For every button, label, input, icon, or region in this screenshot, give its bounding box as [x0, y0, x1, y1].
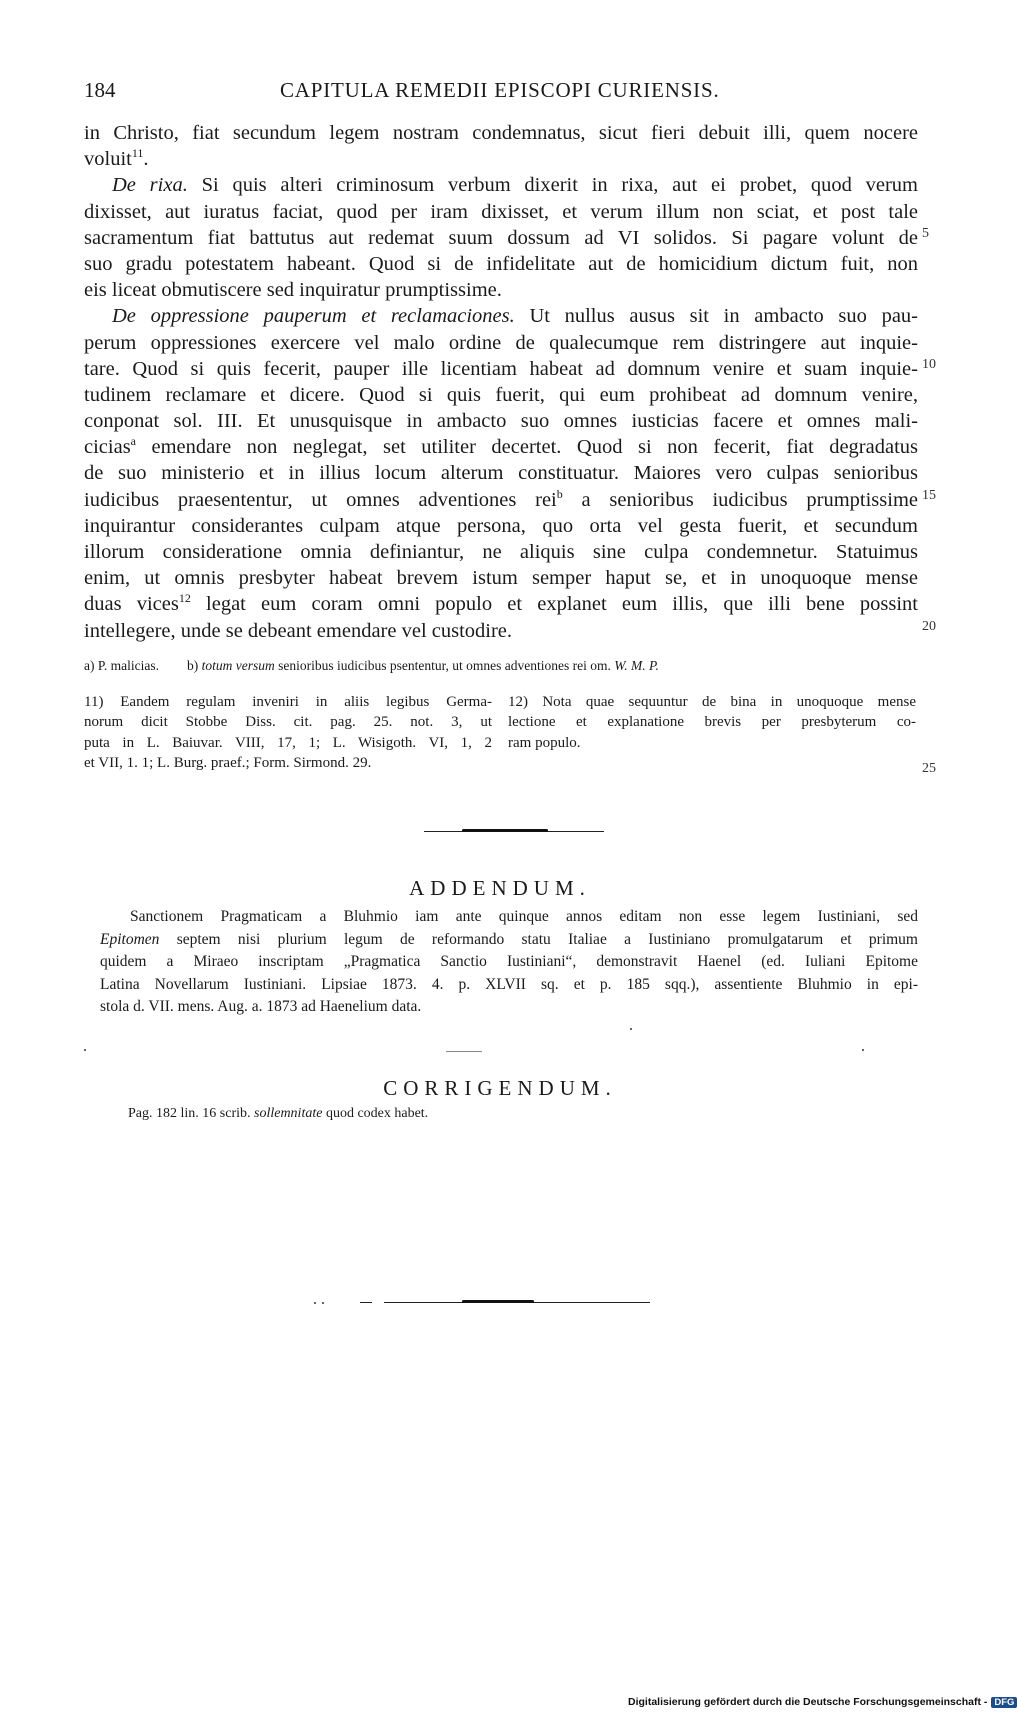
- text-line: eis liceat obmutiscere sed inquiratur prumptissime.: [84, 279, 502, 302]
- print-speck: [84, 1049, 86, 1051]
- page-number: 184: [84, 78, 116, 102]
- text-line: voluit$^{11}$.: [84, 146, 149, 171]
- section-heading: De rixa.: [112, 174, 188, 197]
- section-divider-ornament: [462, 829, 548, 832]
- section-divider: [446, 1051, 482, 1052]
- text-line: illorum consideratione omnia definiantur, ne aliquis sine culpa condemnetur. Statuimus: [84, 541, 918, 563]
- footnote-ref: 12: [178, 591, 191, 606]
- running-title: CAPITULA REMEDII EPISCOPI CURIENSIS.: [280, 78, 720, 102]
- section-divider-ornament: [462, 1300, 534, 1303]
- text-line: intellegere, unde se debeant emendare vel custodire.: [84, 619, 513, 642]
- text-line: duas vices$^{12}$ legat eum coram omni populo et explanet eum illis, que illi bene possint: [84, 591, 919, 616]
- line-number: 10: [922, 357, 936, 372]
- print-speck: [322, 1302, 324, 1304]
- section-heading: De oppressione pauperum et reclamaciones.: [112, 305, 515, 328]
- text-line: De rixa. Si quis alteri criminosum verbum dixerit in rixa, aut ei probet, quod verum: [112, 174, 918, 197]
- text-line: conponat sol. III. Et unusquisque in ambacto suo omnes iusticias facere et omnes mali-: [84, 410, 918, 433]
- text-line: tudinem reclamare et dicere. Quod si quis fuerit, qui eum prohibeat ad domnum venire,: [84, 383, 918, 406]
- text-line: De oppressione pauperum et reclamaciones. Ut nullus ausus sit in ambacto suo pau-: [112, 305, 918, 328]
- print-speck: [630, 1028, 632, 1030]
- footnote-ref: 11: [131, 146, 144, 161]
- text-line: tare. Quod si quis fecerit, pauper ille licentiam habeat ad domnum venire et suam inquie-: [84, 357, 918, 380]
- page-header: [84, 78, 924, 108]
- main-text: [84, 120, 918, 644]
- print-speck: [862, 1049, 864, 1051]
- line-number: 5: [922, 226, 929, 241]
- section-divider: [360, 1302, 372, 1303]
- variant-notes: [84, 657, 924, 675]
- dfg-logo: DFG: [991, 1697, 1017, 1708]
- text-line: in Christo, fiat secundum legem nostram condemnatus, sicut fieri debuit illi, quem nocere: [84, 122, 918, 144]
- variant-ref: b: [556, 486, 563, 501]
- corrigendum-title: CORRIGENDUM.: [383, 1076, 617, 1100]
- text-line: enim, ut omnis presbyter habeat brevem istum semper haput se, et in unoquoque mense: [84, 567, 918, 590]
- print-speck: [314, 1302, 316, 1304]
- variant-ref: a: [130, 434, 136, 449]
- text-line: iudicibus praesententur, ut omnes adventiones rei$^b$ a senioribus iudicibus prumptissime: [84, 486, 918, 511]
- text-line: de suo ministerio et in illius locum alterum constituatur. Maiores vero culpas senioribus: [84, 462, 918, 485]
- text-line: dixisset, aut iuratus faciat, quod per iram dixisset, et verum illum non sciat, et post tale: [84, 200, 918, 223]
- text-line: sacramentum fiat battutus aut redemat suum dossum ad VI solidos. Si pagare volunt de: [84, 226, 918, 249]
- addendum-text: Sanctionem Pragmaticam a Bluhmio iam ante quinque annos editam non esse legem Iustiniani, sed Epitomen septem nisi plurium legum de reformando statu Italiae a Iustiniano promulgatarum et primum quidem a Miraeo inscriptam „Pragmatica Sanctio Iustiniani“, demonstravit Haenel (ed. Iuliani Epitome Latina Novellarum Iustiniani. Lipsiae 1873. 4. p. XLVII sq. et p. 185 sqq.), assentiente Bluhmio in epi- stola d. VII. mens. Aug. a. 1873 ad Haenelium data.: [100, 908, 918, 1016]
- line-number: 15: [922, 488, 936, 503]
- footnote-11: 11) Eandem regulam inveniri in aliis legibus Germa- norum dicit Stobbe Diss. cit. pag. 25. not. 3, ut puta in L. Baiuvar. VIII, 17, 1; L. Wisigoth. VI, 1, 2 et VII, 1. 1; L. Burg. praef.; Form. Sirmond. 29.: [84, 694, 492, 771]
- addendum-title: ADDENDUM.: [409, 876, 591, 900]
- line-number: 25: [922, 761, 936, 776]
- digitization-credit: Digitalisierung gefördert durch die Deutsche Forschungsgemeinschaft - DFG: [628, 1696, 1017, 1708]
- text-line: suo gradu potestatem habeant. Quod si de infidelitate aut de homicidium dictum fuit, non: [84, 252, 918, 275]
- variant-note-a: a) P. malicias.: [84, 658, 159, 673]
- text-line: cicias$^a$ emendare non neglegat, set utiliter decertet. Quod si non fecerit, fiat degradatus: [84, 434, 918, 459]
- text-line: perum oppressiones exercere vel malo ordine de qualecumque rem distringere aut inquie-: [84, 331, 918, 354]
- footnote-12: 12) Nota quae sequuntur de bina in unoquoque mense lectione et explanatione brevis per presbyterum co- ram populo.: [508, 694, 916, 751]
- variant-note-b: b) totum versum senioribus iudicibus psententur, ut omnes adventiones rei om. W. M. P.: [186, 658, 659, 673]
- text-line: inquirantur considerantes culpam atque persona, quo orta vel gesta fuerit, et secundum: [84, 514, 918, 537]
- corrigendum-text: Pag. 182 lin. 16 scrib. sollemnitate quod codex habet.: [128, 1106, 429, 1121]
- line-number: 20: [922, 619, 936, 634]
